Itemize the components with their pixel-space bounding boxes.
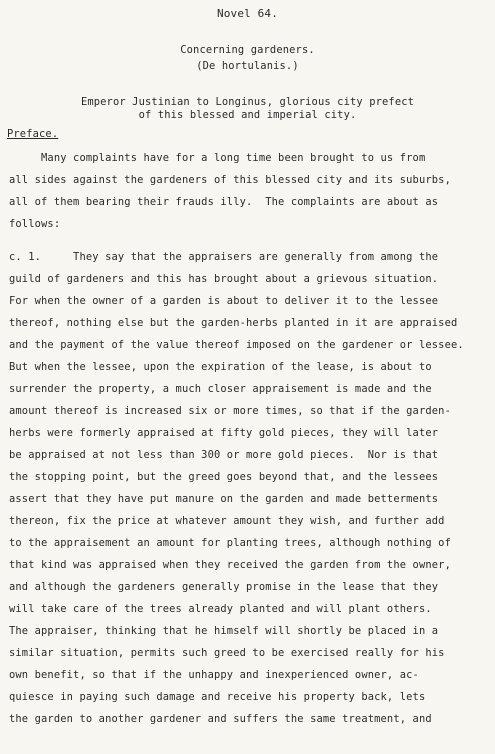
c1-line: the stopping point, but the greed goes beyond that, and the lessees [9, 471, 439, 483]
c1-line: to the appraisement an amount for planting trees, although nothing of [9, 537, 451, 549]
c1-line: But when the lessee, upon the expiration of the lease, is about to [9, 361, 432, 373]
preface-line: follows: [9, 218, 61, 230]
section-title-preface: Preface. [7, 128, 59, 140]
c1-line: The appraiser, thinking that he himself will shortly be placed in a [9, 625, 439, 637]
c1-line: and although the gardeners generally promise in the lease that they [9, 581, 439, 593]
c1-line: assert that they have put manure on the garden and made betterments [9, 493, 439, 505]
c1-line: will take care of the trees already planted and will plant others. [9, 603, 432, 615]
c1-line: herbs were formerly appraised at fifty gold pieces, they will later [9, 427, 439, 439]
preface-line: Many complaints have for a long time been brought to us from [9, 152, 426, 164]
novel-number-header: Novel 64. [217, 7, 278, 20]
c1-line: own benefit, so that if the unhappy and inexperienced owner, ac- [9, 669, 419, 681]
c1-line: that kind was appraised when they received the garden from the owner, [9, 559, 451, 571]
c1-line: be appraised at not less than 300 or more gold pieces. Nor is that [9, 449, 439, 461]
title-line-1: Concerning gardeners. [180, 44, 315, 56]
c1-line: guild of gardeners and this has brought about a grievous situation. [9, 273, 439, 285]
preface-line: all of them bearing their frauds illy. The complaints are about as [9, 196, 439, 208]
c1-line: amount thereof is increased six or more times, so that if the garden- [9, 405, 451, 417]
c1-line: the garden to another gardener and suffers the same treatment, and [9, 713, 432, 725]
address-line-2: of this blessed and imperial city. [138, 109, 357, 121]
address-line-1: Emperor Justinian to Longinus, glorious city prefect [80, 96, 415, 108]
c1-line: thereof, nothing else but the garden-herbs planted in it are appraised [9, 317, 458, 329]
c1-line: quiesce in paying such damage and receive his property back, lets [9, 691, 426, 703]
title-line-2: (De hortulanis.) [196, 60, 299, 72]
c1-line: For when the owner of a garden is about to deliver it to the lessee [9, 295, 439, 307]
c1-line: thereon, fix the price at whatever amount they wish, and further add [9, 515, 445, 527]
c1-line: and the payment of the value thereof imposed on the gardener or lessee. [9, 339, 464, 351]
preface-line: all sides against the gardeners of this blessed city and its suburbs, [9, 174, 451, 186]
c1-line: similar situation, permits such greed to be exercised really for his [9, 647, 445, 659]
c1-line: c. 1. They say that the appraisers are generally from among the [9, 251, 439, 263]
c1-line: surrender the property, a much closer appraisement is made and the [9, 383, 432, 395]
